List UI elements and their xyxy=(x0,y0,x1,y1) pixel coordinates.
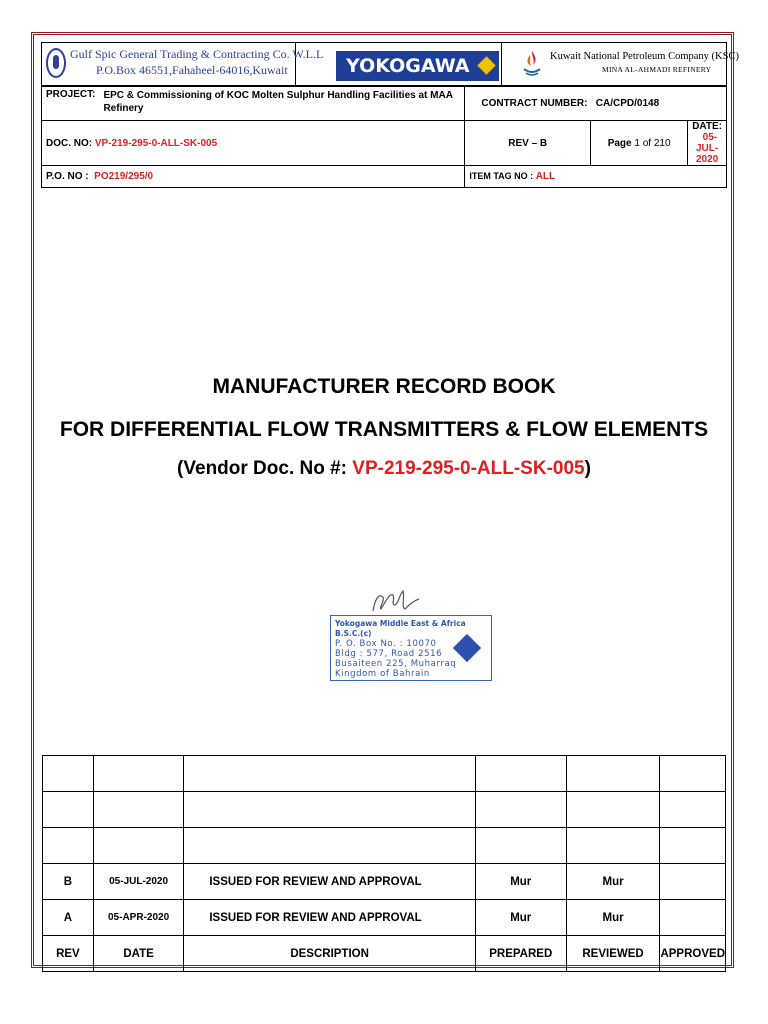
project-label: PROJECT: xyxy=(42,87,100,121)
knpc-name: Kuwait National Petroleum Company (KSC) xyxy=(550,51,739,62)
date-value: 05-JUL-2020 xyxy=(695,132,719,165)
header-description: DESCRIPTION xyxy=(184,936,476,972)
yokogawa-logo xyxy=(336,51,499,81)
knpc-refinery: MINA AL-AHMADI REFINERY xyxy=(602,65,712,74)
reviewed-cell: Mur xyxy=(566,864,660,900)
po-value: PO219/295/0 xyxy=(94,171,154,182)
date-label: DATE: xyxy=(692,121,722,132)
approved-cell xyxy=(660,864,726,900)
prepared-cell xyxy=(475,828,566,864)
date-cell xyxy=(93,792,184,828)
table-header-row xyxy=(43,936,726,972)
item-tag-cell xyxy=(465,166,727,188)
yokogawa-wordmark: YOKOGAWA xyxy=(346,55,470,77)
gulf-spic-name: Gulf Spic General Trading & Contracting Co. W.L.L xyxy=(70,47,324,61)
vendor-doc-prefix: (Vendor Doc. No #: xyxy=(177,458,353,479)
table-row xyxy=(43,828,726,864)
header-date: DATE xyxy=(93,936,184,972)
doc-no-value: VP-219-295-0-ALL-SK-005 xyxy=(94,137,218,149)
prepared-cell: Mur xyxy=(475,864,566,900)
table-row xyxy=(43,864,726,900)
header-rev: REV xyxy=(43,936,94,972)
knpc-flame-icon xyxy=(522,49,542,77)
date-cell: 05-JUL-2020 xyxy=(93,864,184,900)
description-cell: ISSUED FOR REVIEW AND APPROVAL xyxy=(184,900,476,936)
rev-cell xyxy=(43,756,94,792)
stamp-pobox: P. O. Box No. : 10070 xyxy=(335,639,437,649)
date-cell: 05-APR-2020 xyxy=(93,900,184,936)
prepared-cell xyxy=(475,792,566,828)
document-title-line2: FOR DIFFERENTIAL FLOW TRANSMITTERS & FLOW ELEMENTS xyxy=(59,418,709,441)
date-cell xyxy=(688,121,727,166)
signature-icon xyxy=(369,585,429,617)
approved-cell xyxy=(660,792,726,828)
rev-cell: B xyxy=(43,864,94,900)
header-approved: APPROVED xyxy=(660,936,726,972)
rev-cell xyxy=(43,792,94,828)
approved-cell xyxy=(660,828,726,864)
gulf-spic-address: P.O.Box 46551,Fahaheel-64016,Kuwait xyxy=(96,63,288,77)
item-tag-value: ALL xyxy=(535,171,556,182)
document-info-table xyxy=(41,86,727,188)
table-row xyxy=(43,792,726,828)
header-reviewed: REVIEWED xyxy=(566,936,660,972)
approved-cell xyxy=(660,900,726,936)
knpc-logo-cell xyxy=(502,43,739,85)
item-tag-label: ITEM TAG NO : xyxy=(469,171,534,181)
gulf-spic-logo-cell xyxy=(42,43,324,85)
doc-no-label: DOC. NO: xyxy=(46,137,93,149)
page-cell xyxy=(591,121,688,166)
vendor-doc-line xyxy=(0,458,768,480)
table-row xyxy=(43,900,726,936)
stamp-box xyxy=(330,615,492,681)
reviewed-cell xyxy=(566,792,660,828)
document-title-line1: MANUFACTURER RECORD BOOK xyxy=(212,375,556,398)
vendor-doc-suffix: ) xyxy=(584,458,591,479)
stamp-country: Kingdom of Bahrain xyxy=(335,669,430,679)
page-label: Page xyxy=(607,137,632,149)
prepared-cell: Mur xyxy=(475,900,566,936)
rev-value: REV – B xyxy=(465,121,591,166)
description-cell xyxy=(184,828,476,864)
contract-cell xyxy=(465,87,727,121)
revision-table xyxy=(42,755,726,972)
contract-label: CONTRACT NUMBER: xyxy=(481,98,588,109)
header-logos xyxy=(41,42,739,86)
date-cell xyxy=(93,756,184,792)
vendor-doc-number: VP-219-295-0-ALL-SK-005 xyxy=(352,458,585,479)
approved-cell xyxy=(660,756,726,792)
description-cell xyxy=(184,756,476,792)
page-number: 1 xyxy=(634,137,640,149)
contract-value: CA/CPD/0148 xyxy=(595,98,660,109)
table-row xyxy=(43,756,726,792)
description-cell: ISSUED FOR REVIEW AND APPROVAL xyxy=(184,864,476,900)
stamp-company: Yokogawa Middle East & Africa B.S.C.(c) xyxy=(335,619,466,638)
rev-cell: A xyxy=(43,900,94,936)
reviewed-cell xyxy=(566,756,660,792)
po-cell xyxy=(42,166,465,188)
description-cell xyxy=(184,792,476,828)
date-cell xyxy=(93,828,184,864)
stamp-city: Busaiteen 225, Muharraq xyxy=(335,659,457,669)
reviewed-cell xyxy=(566,828,660,864)
prepared-cell xyxy=(475,756,566,792)
company-stamp xyxy=(297,585,497,685)
header-prepared: PREPARED xyxy=(475,936,566,972)
project-value: EPC & Commissioning of KOC Molten Sulphur Handling Facilities at MAA Refinery xyxy=(99,87,464,121)
doc-no-cell xyxy=(42,121,465,166)
yokogawa-diamond-icon xyxy=(477,56,495,74)
po-label: P.O. NO : xyxy=(46,171,89,182)
rev-cell xyxy=(43,828,94,864)
page-of: of 210 xyxy=(642,137,671,149)
yokogawa-logo-cell xyxy=(296,43,502,85)
stamp-building: Bldg : 577, Road 2516 xyxy=(335,649,443,659)
gulf-spic-emblem-icon xyxy=(46,48,66,78)
reviewed-cell: Mur xyxy=(566,900,660,936)
